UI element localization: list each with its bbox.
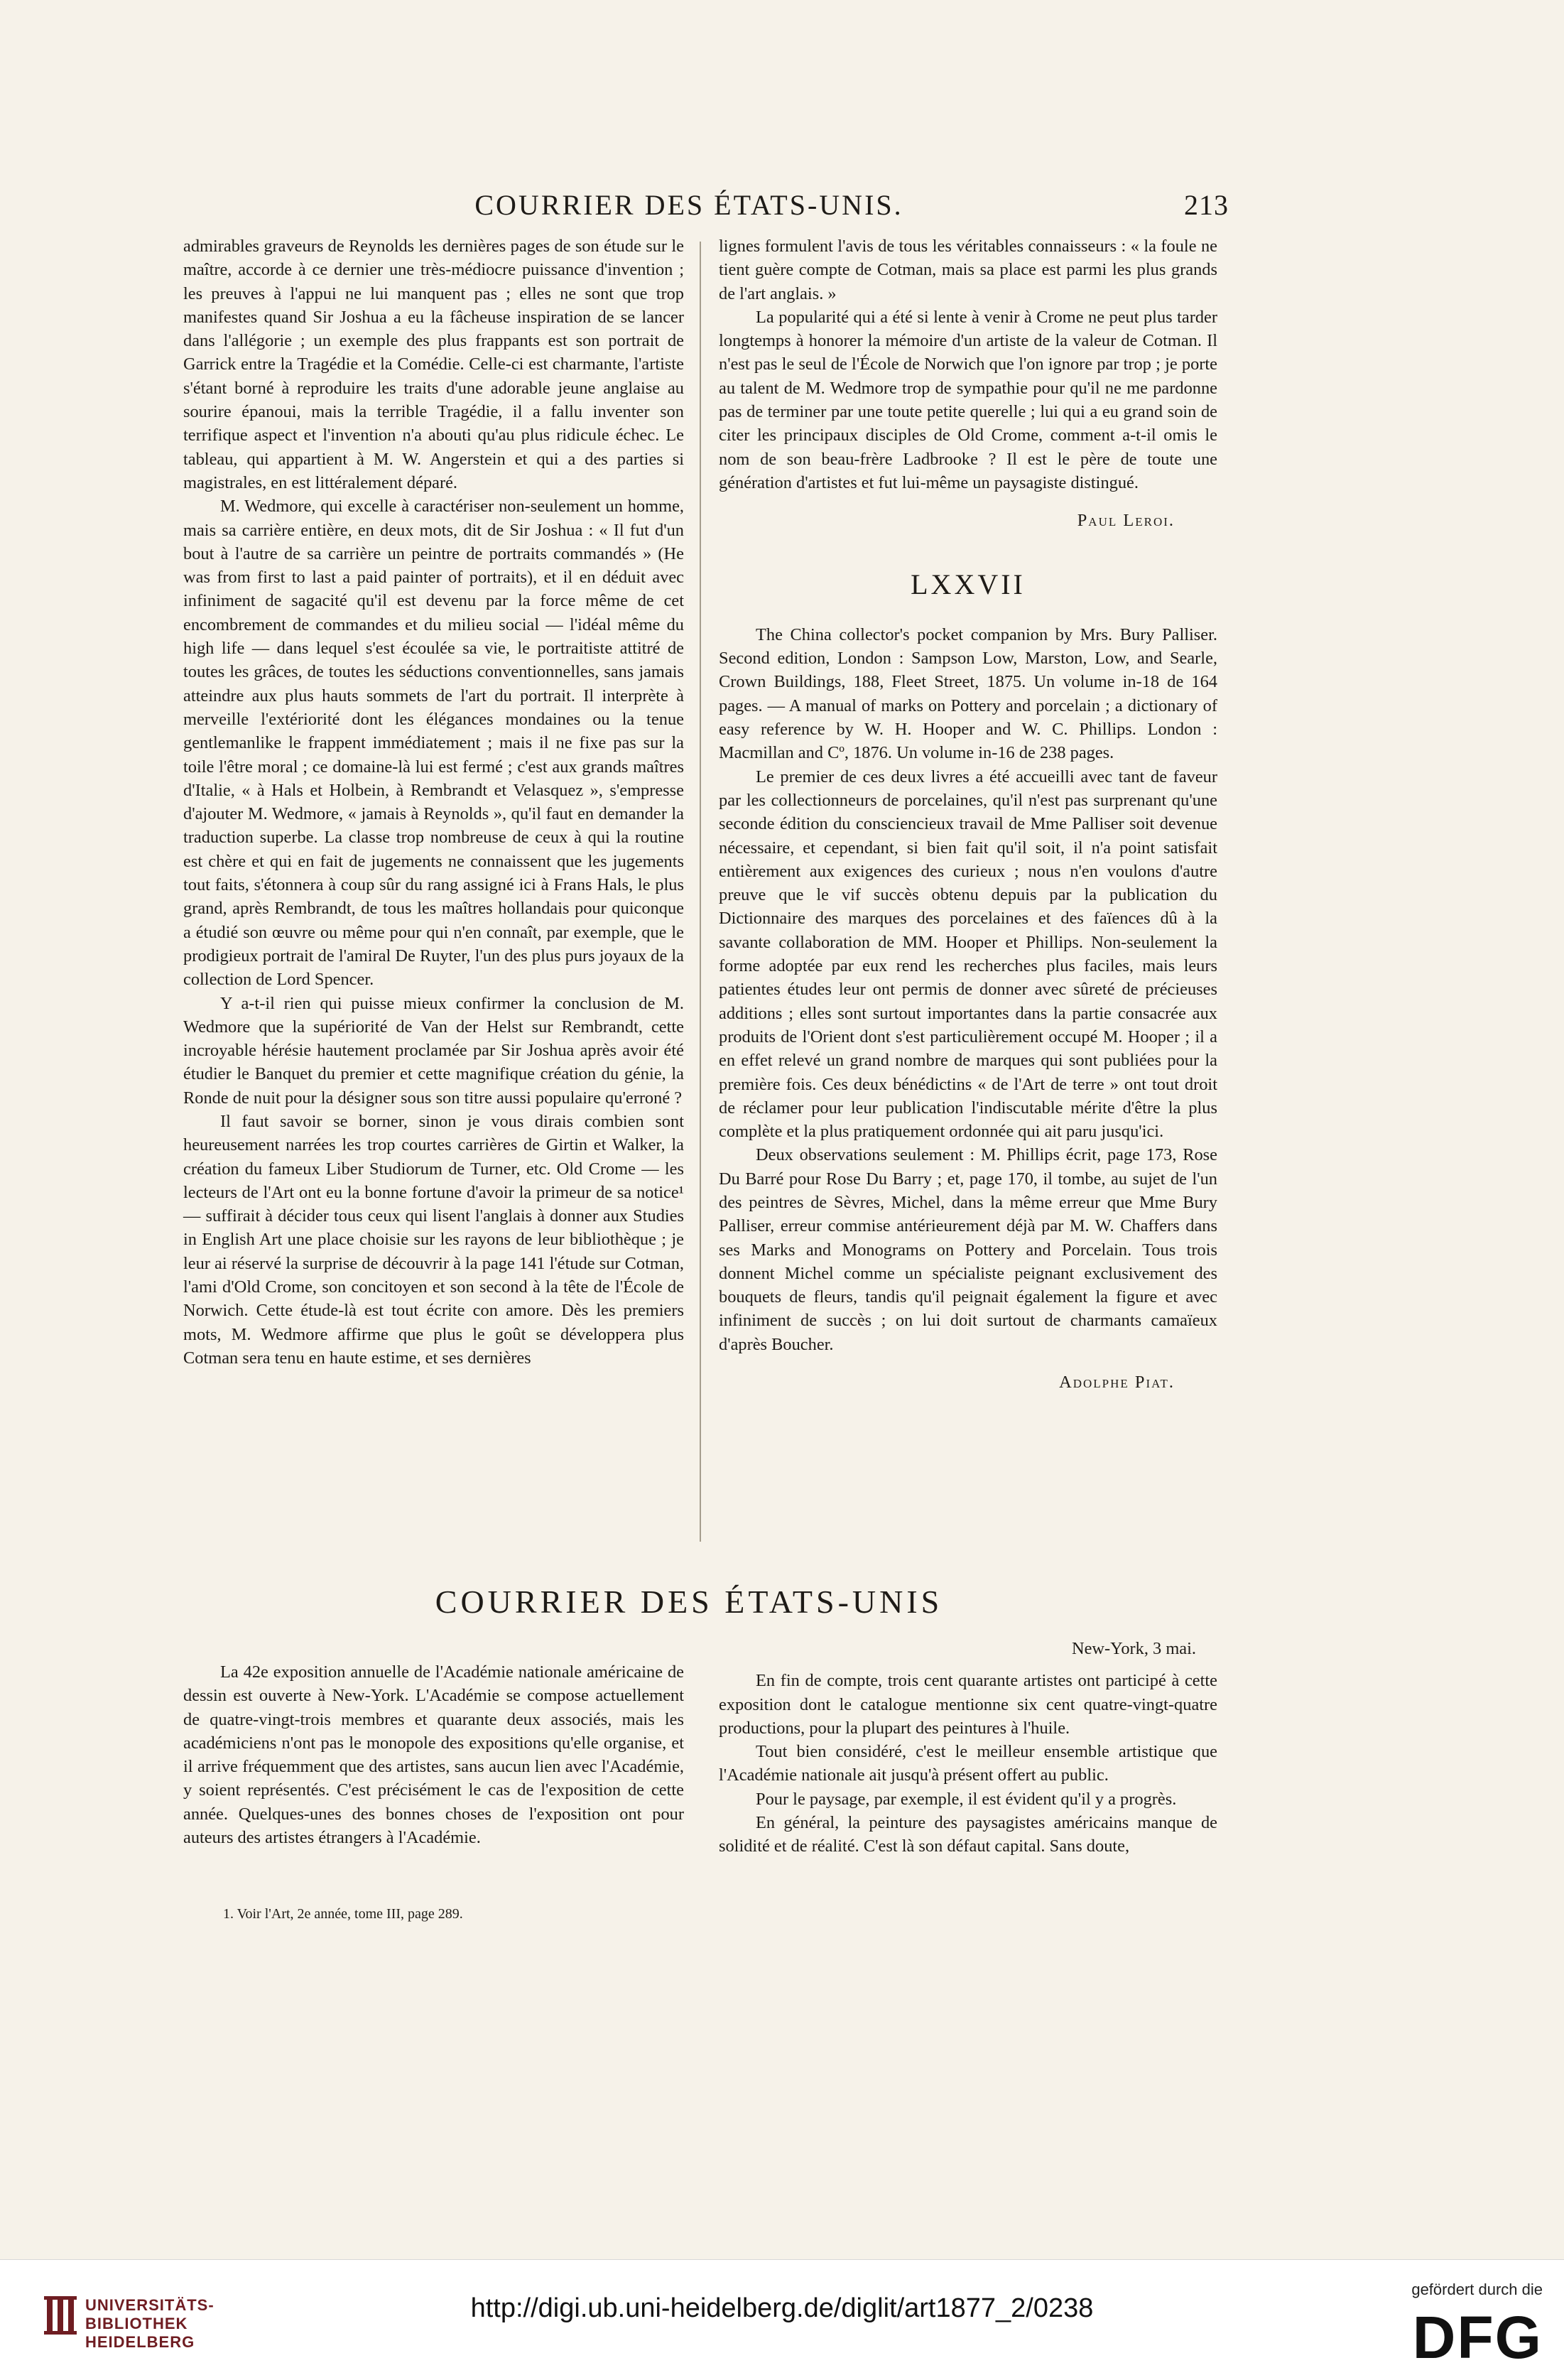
permalink-url[interactable]: http://digi.ub.uni-heidelberg.de/diglit/art1877_2/0238 <box>470 2293 1094 2323</box>
page-number: 213 <box>1184 189 1229 221</box>
paragraph: Tout bien considéré, c'est le meilleur ensemble artistique que l'Académie nationale ait jusqu'à présent offert au public. <box>719 1742 1217 1785</box>
section-numeral: LXXVII <box>911 568 1026 600</box>
left-column-bottom <box>183 1660 684 1849</box>
footnote: 1. Voir l'Art, 2e année, tome III, page 289. <box>223 1906 463 1922</box>
paragraph: M. Wedmore, qui excelle à caractériser non-seulement un homme, mais sa carrière entière, en deux mots, dit de Sir Joshua : « Il fut d'un bout à l'autre de sa carrière un peintre de portraits commandés » (He was from first to last a paid painter of portraits), et il en déduit avec infiniment de sagacité qu'il est devenu par la force même de cet encombrement de commandes et du milieu social — l'idéal même du high life — dans lequel s'est écoulée sa vie, le portraitiste attitré de toutes les grâces, de toutes les séductions conventionnelles, sans jamais atteindre aux plus hauts sommets de l'art du portrait. Il interprète à merveille l'extériorité dont les élégances mondaines ou la tenue gentlemanlike le frappent immédiatement ; mais il ne fixe pas sur la toile l'être moral ; ce domaine-là lui est fermé ; c'est aux grands maîtres d'Italie, « à Hals et Holbein, à Rembrandt et Velasquez », s'empresse d'ajouter M. Wedmore, « jamais à Reynolds », qu'il faut en demander la traduction superbe. La classe trop nombreuse de ceux à qui la routine est chère et qui en fait de jugements ne connaissent que les jugements tout faits, s'étonnera à coup sûr du rang assigné ici à Frans Hals, le plus grand, après Rembrandt, de tous les maîtres hollandais pour quiconque a étudié son œuvre ou même pour qui n'en connaît, par exemple, que le prodigieux portrait de l'amiral De Ruyter, l'un des plus purs joyaux de la collection de Lord Spencer. <box>183 497 684 990</box>
right-column-bottom <box>719 1637 1217 1859</box>
funding-caption: gefördert durch die <box>1411 2281 1543 2298</box>
running-title: COURRIER DES ÉTATS-UNIS. <box>474 189 903 221</box>
paragraph: Y a-t-il rien qui puisse mieux confirmer la conclusion de M. Wedmore que la supériorité de Van der Helst sur Rembrandt, cette incroyable hérésie hautement proclamée par Sir Joshua après avoir été étudier le Banquet du premier et cette magnifique création du génie, la Ronde de nuit pour la désigner sous son titre aussi populaire qu'erroné ? <box>183 993 684 1108</box>
paragraph: Pour le paysage, par exemple, il est évident qu'il y a progrès. <box>756 1789 1177 1809</box>
signature-adolphe-piat: Adolphe Piat. <box>1059 1373 1175 1392</box>
library-name-line: UNIVERSITÄTS- <box>85 2296 214 2314</box>
paragraph: Le premier de ces deux livres a été accueilli avec tant de faveur par les collectionneurs de porcelaines, qu'il n'est pas surprenant qu'une seconde édition du consciencieux travail de Mme Palliser soit devenue nécessaire, et cependant, si bien fait qu'il soit, il n'a point satisfait entièrement aux exigences des curieux ; nous n'en voulons d'autre preuve que le vif succès obtenu depuis par la publication du Dictionnaire des marques des porcelaines et des faïences dû à la savante collaboration de MM. Hooper et Phillips. Non-seulement la forme adoptée par eux rend les recherches plus faciles, mais leurs patientes études leur ont permis de donner avec sûreté de précieuses additions ; elles sont surtout importantes dans la partie consacrée aux produits de l'Orient dont s'est particulièrement occupé M. Hooper ; il a en effet relevé un grand nombre de marques qui sont publiées pour la première fois. Ces deux bénédictins « de l'Art de terre » ont tout droit de réclamer pour leur publication l'indiscutable mérite d'être la plus complète et la plus pratiquement ordonnée qui ait paru jusqu'ici. <box>719 767 1217 1142</box>
paragraph: Deux observations seulement : M. Phillips écrit, page 173, Rose Du Barré pour Rose Du Barry ; et, page 170, il tombe, au sujet de l'un des peintres de Sèvres, Michel, dans la même erreur que Mme Bury Palliser, erreur commise antérieurement déjà par M. W. Chaffers dans ses Marks and Monograms on Pottery and Porcelain. Tous trois donnent Michel comme un spécialiste peignant exclusivement des bouquets de fleurs, tandis qu'il peignait également la figure et avec infiniment de succès ; on lui doit surtout de charmants camaïeux d'après Boucher. <box>719 1145 1217 1354</box>
section-title: COURRIER DES ÉTATS-UNIS <box>435 1584 943 1620</box>
right-column-top <box>719 234 1217 1394</box>
bibliography-entry: The China collector's pocket companion by Mrs. Bury Palliser. Second edition, London : Sampson Low, Marston, Low, and Searle, Crown Buildings, 188, Fleet Street, 1875. Un volume in-18 de 164 pages. — A manual of marks on Pottery and porcelain ; a dictionary of easy reference by W. H. Hooper and W. C. Phillips. London : Macmillan and Cº, 1876. Un volume in-16 de 238 pages. <box>719 624 1217 763</box>
paragraph: lignes formulent l'avis de tous les véritables connaisseurs : « la foule ne tient guère compte de Cotman, mais sa place est parmi les plus grands de l'art anglais. » <box>719 237 1217 303</box>
signature-paul-leroi: Paul Leroi. <box>1077 511 1175 531</box>
library-name-line: HEIDELBERG <box>85 2333 195 2351</box>
paragraph: La 42e exposition annuelle de l'Académie nationale américaine de dessin est ouverte à New-York. L'Académie se compose actuellement de quatre-vingt-trois membres et quarante deux associés, mais les académiciens n'ont pas le monopole des expositions qu'elle organise, et il arrive fréquemment que des artistes, sans aucun lien avec l'Académie, y soient représentés. C'est précisément le cas de l'exposition de cette année. Quelques-unes des bonnes choses de l'exposition ont pour auteurs des artistes étrangers à l'Académie. <box>183 1662 684 1848</box>
paragraph: En général, la peinture des paysagistes américains manque de solidité et de réalité. C'est là son défaut capital. Sans doute, <box>719 1813 1217 1856</box>
dfg-logo[interactable]: DFG <box>1412 2304 1543 2371</box>
paragraph: La popularité qui a été si lente à venir à Crome ne peut plus tarder longtemps à honorer la mémoire d'un artiste de la valeur de Cotman. Il n'est pas le seul de l'École de Norwich que l'on ignore par trop ; je porte au talent de M. Wedmore trop de sympathie pour qu'il ne me pardonne pas de terminer par une toute petite querelle ; lui qui a eu grand soin de citer les principaux disciples de Old Crome, comment a-t-il omis le nom de son beau-frère Ladbrooke ? Il est le père de toute une génération d'artistes et fut lui-même un paysagiste distingué. <box>719 307 1217 492</box>
paragraph: Il faut savoir se borner, sinon je vous dirais combien sont heureusement narrées les trop courtes carrières de Girtin et Walker, la création du fameux Liber Studiorum de Turner, etc. Old Crome — les lecteurs de l'Art ont eu la bonne fortune d'avoir la primeur de sa notice¹ — suffirait à décider tous ceux qui lisent l'anglais à donner aux Studies in English Art une place choisie sur les rayons de leur bibliothèque ; je leur ai réservé la surprise de découvrir à la page 141 l'étude sur Cotman, l'ami d'Old Crome, son concitoyen et son second à la tête de l'École de Norwich. Cette étude-là est tout écrite con amore. Dès les premiers mots, M. Wedmore affirme que plus le goût se développera plus Cotman sera tenu en haute estime, et ses dernières <box>183 1111 684 1368</box>
running-header <box>163 188 1229 222</box>
paragraph: admirables graveurs de Reynolds les dernières pages de son étude sur le maître, accorde à ce dernier une très-médiocre puissance d'invention ; les preuves à l'appui ne lui manquent pas ; elles ne sont que trop manifestes quand Sir Joshua a eu la fâcheuse inspiration de se lancer dans l'allégorie ; un exemple des plus frappants est son portrait de Garrick entre la Tragédie et la Comédie. Celle-ci est charmante, l'artiste s'étant borné à reproduire les traits d'une adorable jeune anglaise au sourire épanoui, mais la terrible Tragédie, il a fallu inventer son terrifique aspect et l'invention n'a abouti qu'au plus ridicule échec. Le tableau, qui appartient à M. W. Angerstein et qui a des parties si magistrales, en est littéralement déparé. <box>183 237 684 492</box>
library-name-line: BIBLIOTHEK <box>85 2315 188 2332</box>
column-divider <box>700 242 701 1542</box>
dateline: New-York, 3 mai. <box>1071 1639 1196 1658</box>
paragraph: En fin de compte, trois cent quarante artistes ont participé à cette exposition dont le catalogue mentionne six cent quatre-vingt-quatre productions, pour la plupart des peintures à l'huile. <box>719 1671 1217 1738</box>
left-column-top <box>183 234 684 1370</box>
